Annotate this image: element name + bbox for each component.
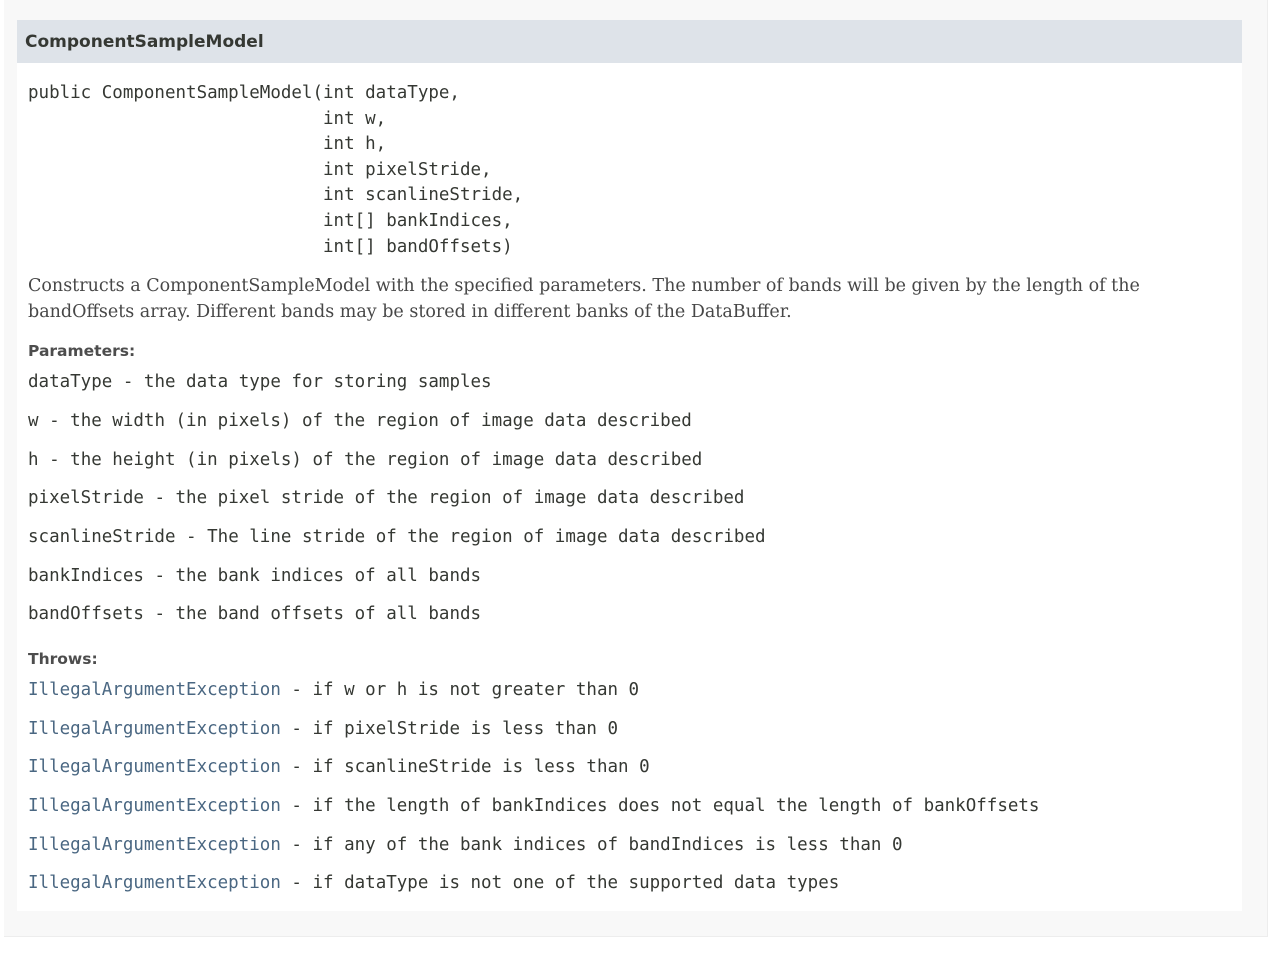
parameter-item xyxy=(28,479,1231,518)
member-detail-panel xyxy=(17,20,1242,911)
member-body xyxy=(17,81,1242,903)
exception-link[interactable]: IllegalArgumentException xyxy=(28,873,281,894)
throws-item xyxy=(28,748,1231,787)
parameter-desc: - the bank indices of all bands xyxy=(143,565,482,586)
parameter-desc: - the band offsets of all bands xyxy=(143,604,482,625)
parameter-item xyxy=(28,518,1231,557)
throws-item xyxy=(28,826,1231,865)
parameter-name: pixelStride xyxy=(28,488,144,509)
parameter-name: scanlineStride xyxy=(28,526,176,547)
exception-link[interactable]: IllegalArgumentException xyxy=(28,796,281,817)
exception-link[interactable]: IllegalArgumentException xyxy=(28,679,281,700)
throws-item xyxy=(28,671,1231,710)
parameter-desc: - the pixel stride of the region of image data described xyxy=(143,488,745,509)
parameter-name: h xyxy=(28,449,39,470)
exception-link[interactable]: IllegalArgumentException xyxy=(28,757,281,778)
parameter-desc: - The line stride of the region of image data described xyxy=(175,526,766,547)
throws-item xyxy=(28,864,1231,903)
throws-desc: - if any of the bank indices of bandIndices is less than 0 xyxy=(280,834,903,855)
parameter-item xyxy=(28,557,1231,596)
throws-desc: - if the length of bankIndices does not equal the length of bankOffsets xyxy=(280,796,1040,817)
parameter-name: dataType xyxy=(28,372,113,393)
member-description: Constructs a ComponentSampleModel with the specified parameters. The number of bands will be given by the length of the bandOffsets array. Different bands may be stored in different banks of the DataBuffer. xyxy=(28,276,1140,323)
exception-link[interactable]: IllegalArgumentException xyxy=(28,834,281,855)
parameter-item xyxy=(28,363,1231,402)
parameter-name: bankIndices xyxy=(28,565,144,586)
page-background xyxy=(4,0,1268,937)
parameter-item xyxy=(28,402,1231,441)
throws-item xyxy=(28,710,1231,749)
parameter-name: bandOffsets xyxy=(28,604,144,625)
exception-link[interactable]: IllegalArgumentException xyxy=(28,718,281,739)
parameter-desc: - the data type for storing samples xyxy=(112,372,492,393)
throws-desc: - if w or h is not greater than 0 xyxy=(280,679,640,700)
parameter-desc: - the height (in pixels) of the region of image data described xyxy=(38,449,703,470)
throws-desc: - if dataType is not one of the supported data types xyxy=(280,873,840,894)
parameter-name: w xyxy=(28,410,39,431)
throws-desc: - if scanlineStride is less than 0 xyxy=(280,757,650,778)
parameters-label: Parameters: xyxy=(28,342,136,361)
throws-list xyxy=(28,671,1231,903)
member-heading: ComponentSampleModel xyxy=(17,20,1242,63)
throws-item xyxy=(28,787,1231,826)
throws-label: Throws: xyxy=(28,649,98,668)
parameter-item xyxy=(28,441,1231,480)
parameters-list xyxy=(28,363,1231,634)
parameter-item xyxy=(28,595,1231,634)
member-signature: public ComponentSampleModel(int dataType, int w, int h, int pixelStride, int scanlineStride, int[] bankIndices, int[] bandOffsets) xyxy=(28,83,524,257)
throws-desc: - if pixelStride is less than 0 xyxy=(280,718,619,739)
parameter-desc: - the width (in pixels) of the region of image data described xyxy=(38,410,692,431)
